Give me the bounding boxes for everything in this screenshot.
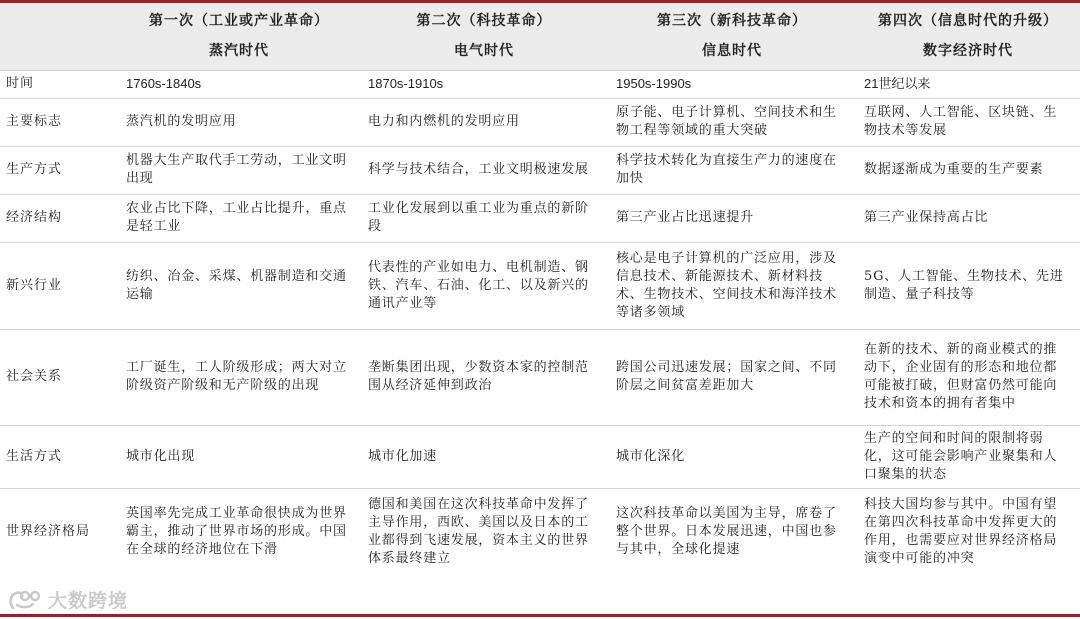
row-label: 世界经济格局 xyxy=(0,488,118,576)
header-title: 第一次（工业或产业革命） xyxy=(149,13,329,30)
header-era: 电气时代 xyxy=(454,43,514,60)
table-row-production-mode xyxy=(0,146,1080,194)
header-third-revolution xyxy=(608,3,856,70)
header-title: 第二次（科技革命） xyxy=(416,13,552,30)
table-cell: 城市化出现 xyxy=(118,425,360,488)
row-label: 主要标志 xyxy=(0,98,118,146)
table-cell: 1870s-1910s xyxy=(360,70,608,98)
table-cell: 生产的空间和时间的限制将弱化，这可能会影响产业聚集和人口聚集的状态 xyxy=(856,425,1080,488)
table-cell: 纺织、冶金、采煤、机器制造和交通运输 xyxy=(118,242,360,329)
table-row-time xyxy=(0,70,1080,98)
table-row-lifestyle xyxy=(0,425,1080,488)
table-cell: 这次科技革命以美国为主导，席卷了整个世界。日本发展迅速，中国也参与其中，全球化提速 xyxy=(608,488,856,576)
header-corner xyxy=(0,3,118,70)
table-row-social-relations xyxy=(0,329,1080,425)
table-cell: 工厂诞生，工人阶级形成；两大对立阶级资产阶级和无产阶级的出现 xyxy=(118,329,360,425)
row-label: 生活方式 xyxy=(0,425,118,488)
bottom-rule xyxy=(0,614,1080,617)
row-label: 生产方式 xyxy=(0,146,118,194)
row-label: 时间 xyxy=(0,70,118,98)
industrial-revolutions-table xyxy=(0,3,1080,576)
row-label: 经济结构 xyxy=(0,194,118,242)
table-cell: 农业占比下降，工业占比提升，重点是轻工业 xyxy=(118,194,360,242)
header-row xyxy=(0,3,1080,70)
header-era: 信息时代 xyxy=(702,43,762,60)
table-cell: 城市化深化 xyxy=(608,425,856,488)
brand-logo-icon xyxy=(8,588,42,612)
table-row-main-signs xyxy=(0,98,1080,146)
header-era: 蒸汽时代 xyxy=(209,43,269,60)
table-cell: 科学技术转化为直接生产力的速度在加快 xyxy=(608,146,856,194)
table-row-world-economy xyxy=(0,488,1080,576)
table-cell: 城市化加速 xyxy=(360,425,608,488)
table-cell: 科技大国均参与其中。中国有望在第四次科技革命中发挥更大的作用，也需要应对世界经济格局演变中可能的冲突 xyxy=(856,488,1080,576)
table-cell: 在新的技术、新的商业模式的推动下，企业固有的形态和地位都可能被打破，但财富仍然可能向技术和资本的拥有者集中 xyxy=(856,329,1080,425)
table-cell: 电力和内燃机的发明应用 xyxy=(360,98,608,146)
table-cell: 科学与技术结合，工业文明极速发展 xyxy=(360,146,608,194)
table-row-emerging-industries xyxy=(0,242,1080,329)
table-cell: 蒸汽机的发明应用 xyxy=(118,98,360,146)
table-cell: 数据逐渐成为重要的生产要素 xyxy=(856,146,1080,194)
header-title: 第四次（信息时代的升级） xyxy=(878,13,1058,30)
table-cell: 第三产业占比迅速提升 xyxy=(608,194,856,242)
table-body xyxy=(0,70,1080,576)
row-label: 新兴行业 xyxy=(0,242,118,329)
table-row-economic-structure xyxy=(0,194,1080,242)
table-cell: 跨国公司迅速发展；国家之间、不同阶层之间贫富差距加大 xyxy=(608,329,856,425)
table-cell: 垄断集团出现，少数资本家的控制范围从经济延伸到政治 xyxy=(360,329,608,425)
watermark-text: 大数跨境 xyxy=(48,590,129,612)
header-fourth-revolution xyxy=(856,3,1080,70)
table-cell: 第三产业保持高占比 xyxy=(856,194,1080,242)
table-cell: 机器大生产取代手工劳动，工业文明出现 xyxy=(118,146,360,194)
table-cell: 1950s-1990s xyxy=(608,70,856,98)
table-cell: 21世纪以来 xyxy=(856,70,1080,98)
table-header xyxy=(0,3,1080,70)
table-cell: 1760s-1840s xyxy=(118,70,360,98)
table-cell: 5G、人工智能、生物技术、先进制造、量子科技等 xyxy=(856,242,1080,329)
table-cell: 英国率先完成工业革命很快成为世界霸主，推动了世界市场的形成。中国在全球的经济地位在下滑 xyxy=(118,488,360,576)
header-second-revolution xyxy=(360,3,608,70)
watermark xyxy=(8,586,128,613)
table-cell: 德国和美国在这次科技革命中发挥了主导作用，西欧、美国以及日本的工业都得到飞速发展，资本主义的世界体系最终建立 xyxy=(360,488,608,576)
table-cell: 核心是电子计算机的广泛应用，涉及信息技术、新能源技术、新材料技术、生物技术、空间技术和海洋技术等诸多领域 xyxy=(608,242,856,329)
table-cell: 工业化发展到以重工业为重点的新阶段 xyxy=(360,194,608,242)
header-era: 数字经济时代 xyxy=(923,43,1013,60)
header-first-revolution xyxy=(118,3,360,70)
table-cell: 原子能、电子计算机、空间技术和生物工程等领域的重大突破 xyxy=(608,98,856,146)
table-cell: 互联网、人工智能、区块链、生物技术等发展 xyxy=(856,98,1080,146)
header-title: 第三次（新科技革命） xyxy=(657,13,807,30)
row-label: 社会关系 xyxy=(0,329,118,425)
table-cell: 代表性的产业如电力、电机制造、钢铁、汽车、石油、化工、以及新兴的通讯产业等 xyxy=(360,242,608,329)
